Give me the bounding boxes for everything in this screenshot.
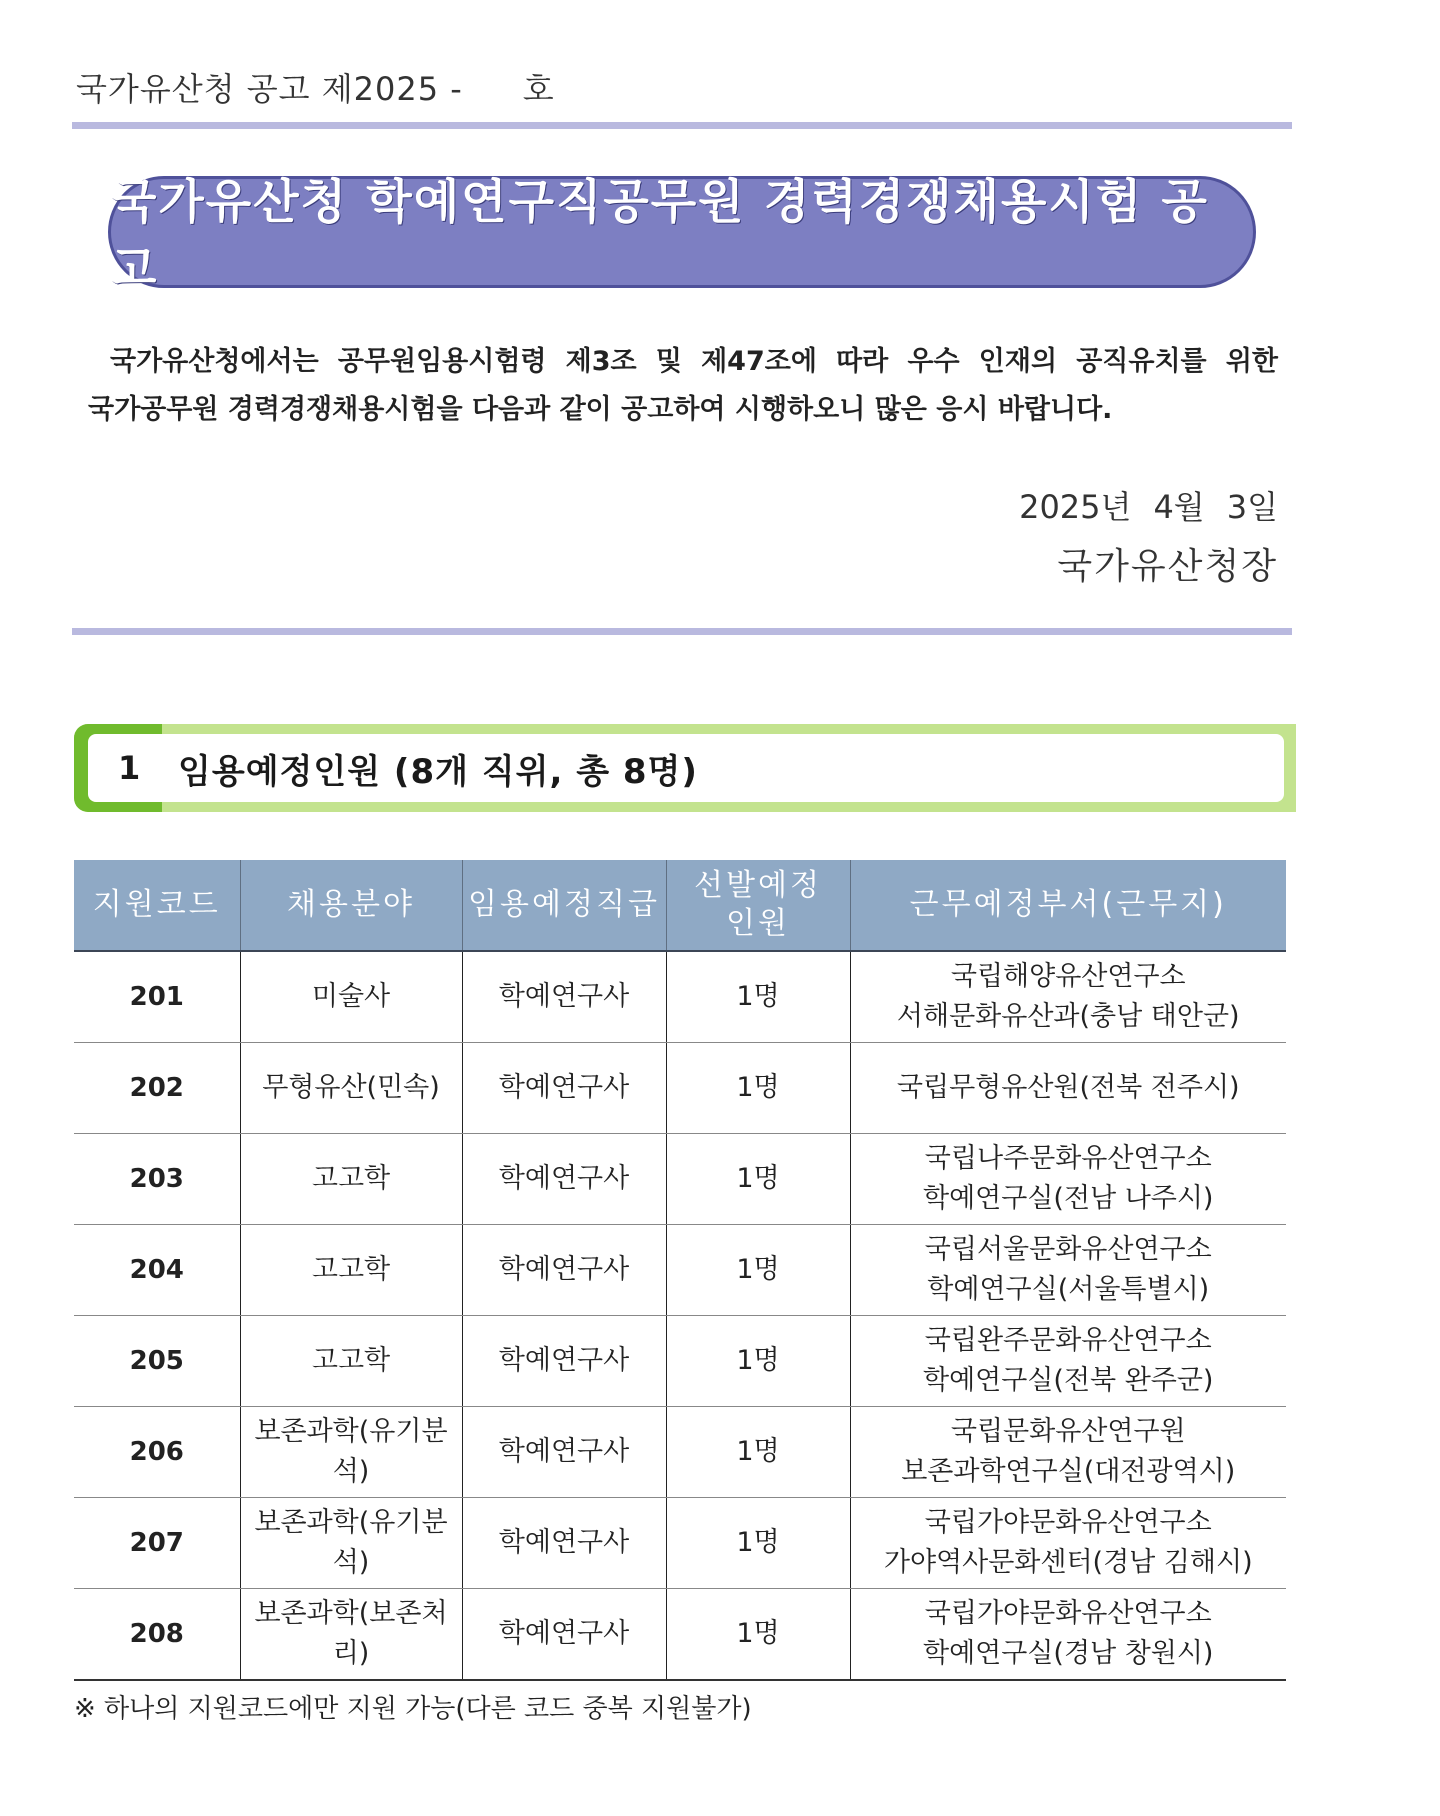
notice-number: [76, 64, 555, 110]
cell-dept-line1: 국립가야문화유산연구소: [924, 1598, 1212, 1629]
cell-field: 보존과학(유기분석): [240, 1498, 462, 1589]
intro-line-2: 국가공무원 경력경쟁채용시험을 다음과 같이 공고하여 시행하오니 많은 응시 바랍니다.: [88, 394, 1113, 425]
table-row: [74, 1225, 1286, 1316]
header-rank: 임용예정직급: [462, 860, 666, 951]
cell-dept: [850, 1225, 1286, 1316]
table-row: [74, 951, 1286, 1043]
table-header-row: [74, 860, 1286, 951]
section-number: 1: [118, 749, 141, 787]
cell-code: 203: [74, 1134, 240, 1225]
cell-field: 고고학: [240, 1225, 462, 1316]
table-row: [74, 1498, 1286, 1589]
notice-number-suffix: 호: [522, 70, 555, 108]
cell-dept: [850, 1316, 1286, 1407]
cell-count: 1명: [666, 1407, 850, 1498]
cell-dept-line1: 국립완주문화유산연구소: [924, 1325, 1212, 1356]
cell-field: 보존과학(보존처리): [240, 1589, 462, 1681]
cell-dept: [850, 1407, 1286, 1498]
top-divider: [72, 122, 1292, 129]
issuer-name: 국가유산청장: [1057, 546, 1278, 587]
cell-dept-line2: 학예연구실(서울특별시): [927, 1274, 1210, 1305]
cell-dept-line1: 국립해양유산연구소: [950, 961, 1186, 992]
cell-rank: 학예연구사: [462, 1498, 666, 1589]
cell-code: 206: [74, 1407, 240, 1498]
cell-count: 1명: [666, 1225, 850, 1316]
cell-rank: 학예연구사: [462, 1589, 666, 1681]
table-row: [74, 1407, 1286, 1498]
intro-paragraph: [88, 338, 1278, 434]
cell-code: 207: [74, 1498, 240, 1589]
cell-dept: [850, 1134, 1286, 1225]
table-row: [74, 1134, 1286, 1225]
cell-field: 보존과학(유기분석): [240, 1407, 462, 1498]
cell-rank: 학예연구사: [462, 1407, 666, 1498]
header-count-line1: 선발예정: [694, 868, 822, 903]
cell-dept-line2: 보존과학연구실(대전광역시): [901, 1456, 1236, 1487]
section-1-header: [74, 724, 1296, 812]
footnote: ※ 하나의 지원코드에만 지원 가능(다른 코드 중복 지원불가): [74, 1694, 752, 1724]
table-row: [74, 1043, 1286, 1134]
cell-code: 204: [74, 1225, 240, 1316]
middle-divider: [72, 628, 1292, 635]
cell-field: 고고학: [240, 1134, 462, 1225]
cell-field: 미술사: [240, 951, 462, 1043]
cell-field: 무형유산(민속): [240, 1043, 462, 1134]
date-month: 4월: [1153, 488, 1205, 526]
cell-count: 1명: [666, 1498, 850, 1589]
cell-dept-line2: 학예연구실(전북 완주군): [923, 1365, 1214, 1396]
cell-dept-line2: 학예연구실(경남 창원시): [923, 1638, 1214, 1669]
cell-dept-line1: 국립문화유산연구원: [950, 1416, 1186, 1447]
cell-code: 202: [74, 1043, 240, 1134]
header-code: 지원코드: [74, 860, 240, 951]
cell-dept: [850, 1589, 1286, 1681]
cell-dept-line2: 서해문화유산과(충남 태안군): [896, 1001, 1240, 1032]
header-count: [666, 860, 850, 951]
cell-dept: [850, 1498, 1286, 1589]
notice-number-label: 국가유산청 공고 제2025 -: [76, 70, 463, 108]
cell-rank: 학예연구사: [462, 1316, 666, 1407]
notice-date: [1019, 482, 1278, 528]
cell-dept-line2: 가야역사문화센터(경남 김해시): [883, 1547, 1253, 1578]
intro-line-1: 국가유산청에서는 공무원임용시험령 제3조 및 제47조에 따라 우수 인재의 공직유치를 위한: [110, 346, 1278, 377]
cell-dept: [850, 951, 1286, 1043]
title-banner: [108, 175, 1256, 297]
cell-rank: 학예연구사: [462, 1134, 666, 1225]
header-field: 채용분야: [240, 860, 462, 951]
cell-count: 1명: [666, 1043, 850, 1134]
cell-rank: 학예연구사: [462, 1043, 666, 1134]
cell-code: 208: [74, 1589, 240, 1681]
cell-dept-line1: 국립무형유산원(전북 전주시): [896, 1072, 1240, 1103]
header-count-line2: 인원: [726, 906, 790, 941]
cell-rank: 학예연구사: [462, 951, 666, 1043]
cell-dept-line1: 국립서울문화유산연구소: [924, 1234, 1212, 1265]
cell-code: 201: [74, 951, 240, 1043]
positions-table: [74, 860, 1286, 1681]
cell-dept-line2: 학예연구실(전남 나주시): [923, 1183, 1214, 1214]
date-year: 2025년: [1019, 488, 1132, 526]
cell-count: 1명: [666, 1134, 850, 1225]
cell-rank: 학예연구사: [462, 1225, 666, 1316]
cell-count: 1명: [666, 951, 850, 1043]
date-day: 3일: [1226, 488, 1278, 526]
header-dept: 근무예정부서(근무지): [850, 860, 1286, 951]
cell-code: 205: [74, 1316, 240, 1407]
page-title: 국가유산청 학예연구직공무원 경력경쟁채용시험 공고: [111, 175, 1209, 297]
table-row: [74, 1589, 1286, 1681]
cell-dept-line1: 국립나주문화유산연구소: [924, 1143, 1212, 1174]
section-title: 임용예정인원 (8개 직위, 총 8명): [178, 751, 698, 792]
cell-count: 1명: [666, 1316, 850, 1407]
cell-dept-line1: 국립가야문화유산연구소: [924, 1507, 1212, 1538]
cell-dept: [850, 1043, 1286, 1134]
cell-field: 고고학: [240, 1316, 462, 1407]
table-row: [74, 1316, 1286, 1407]
cell-count: 1명: [666, 1589, 850, 1681]
